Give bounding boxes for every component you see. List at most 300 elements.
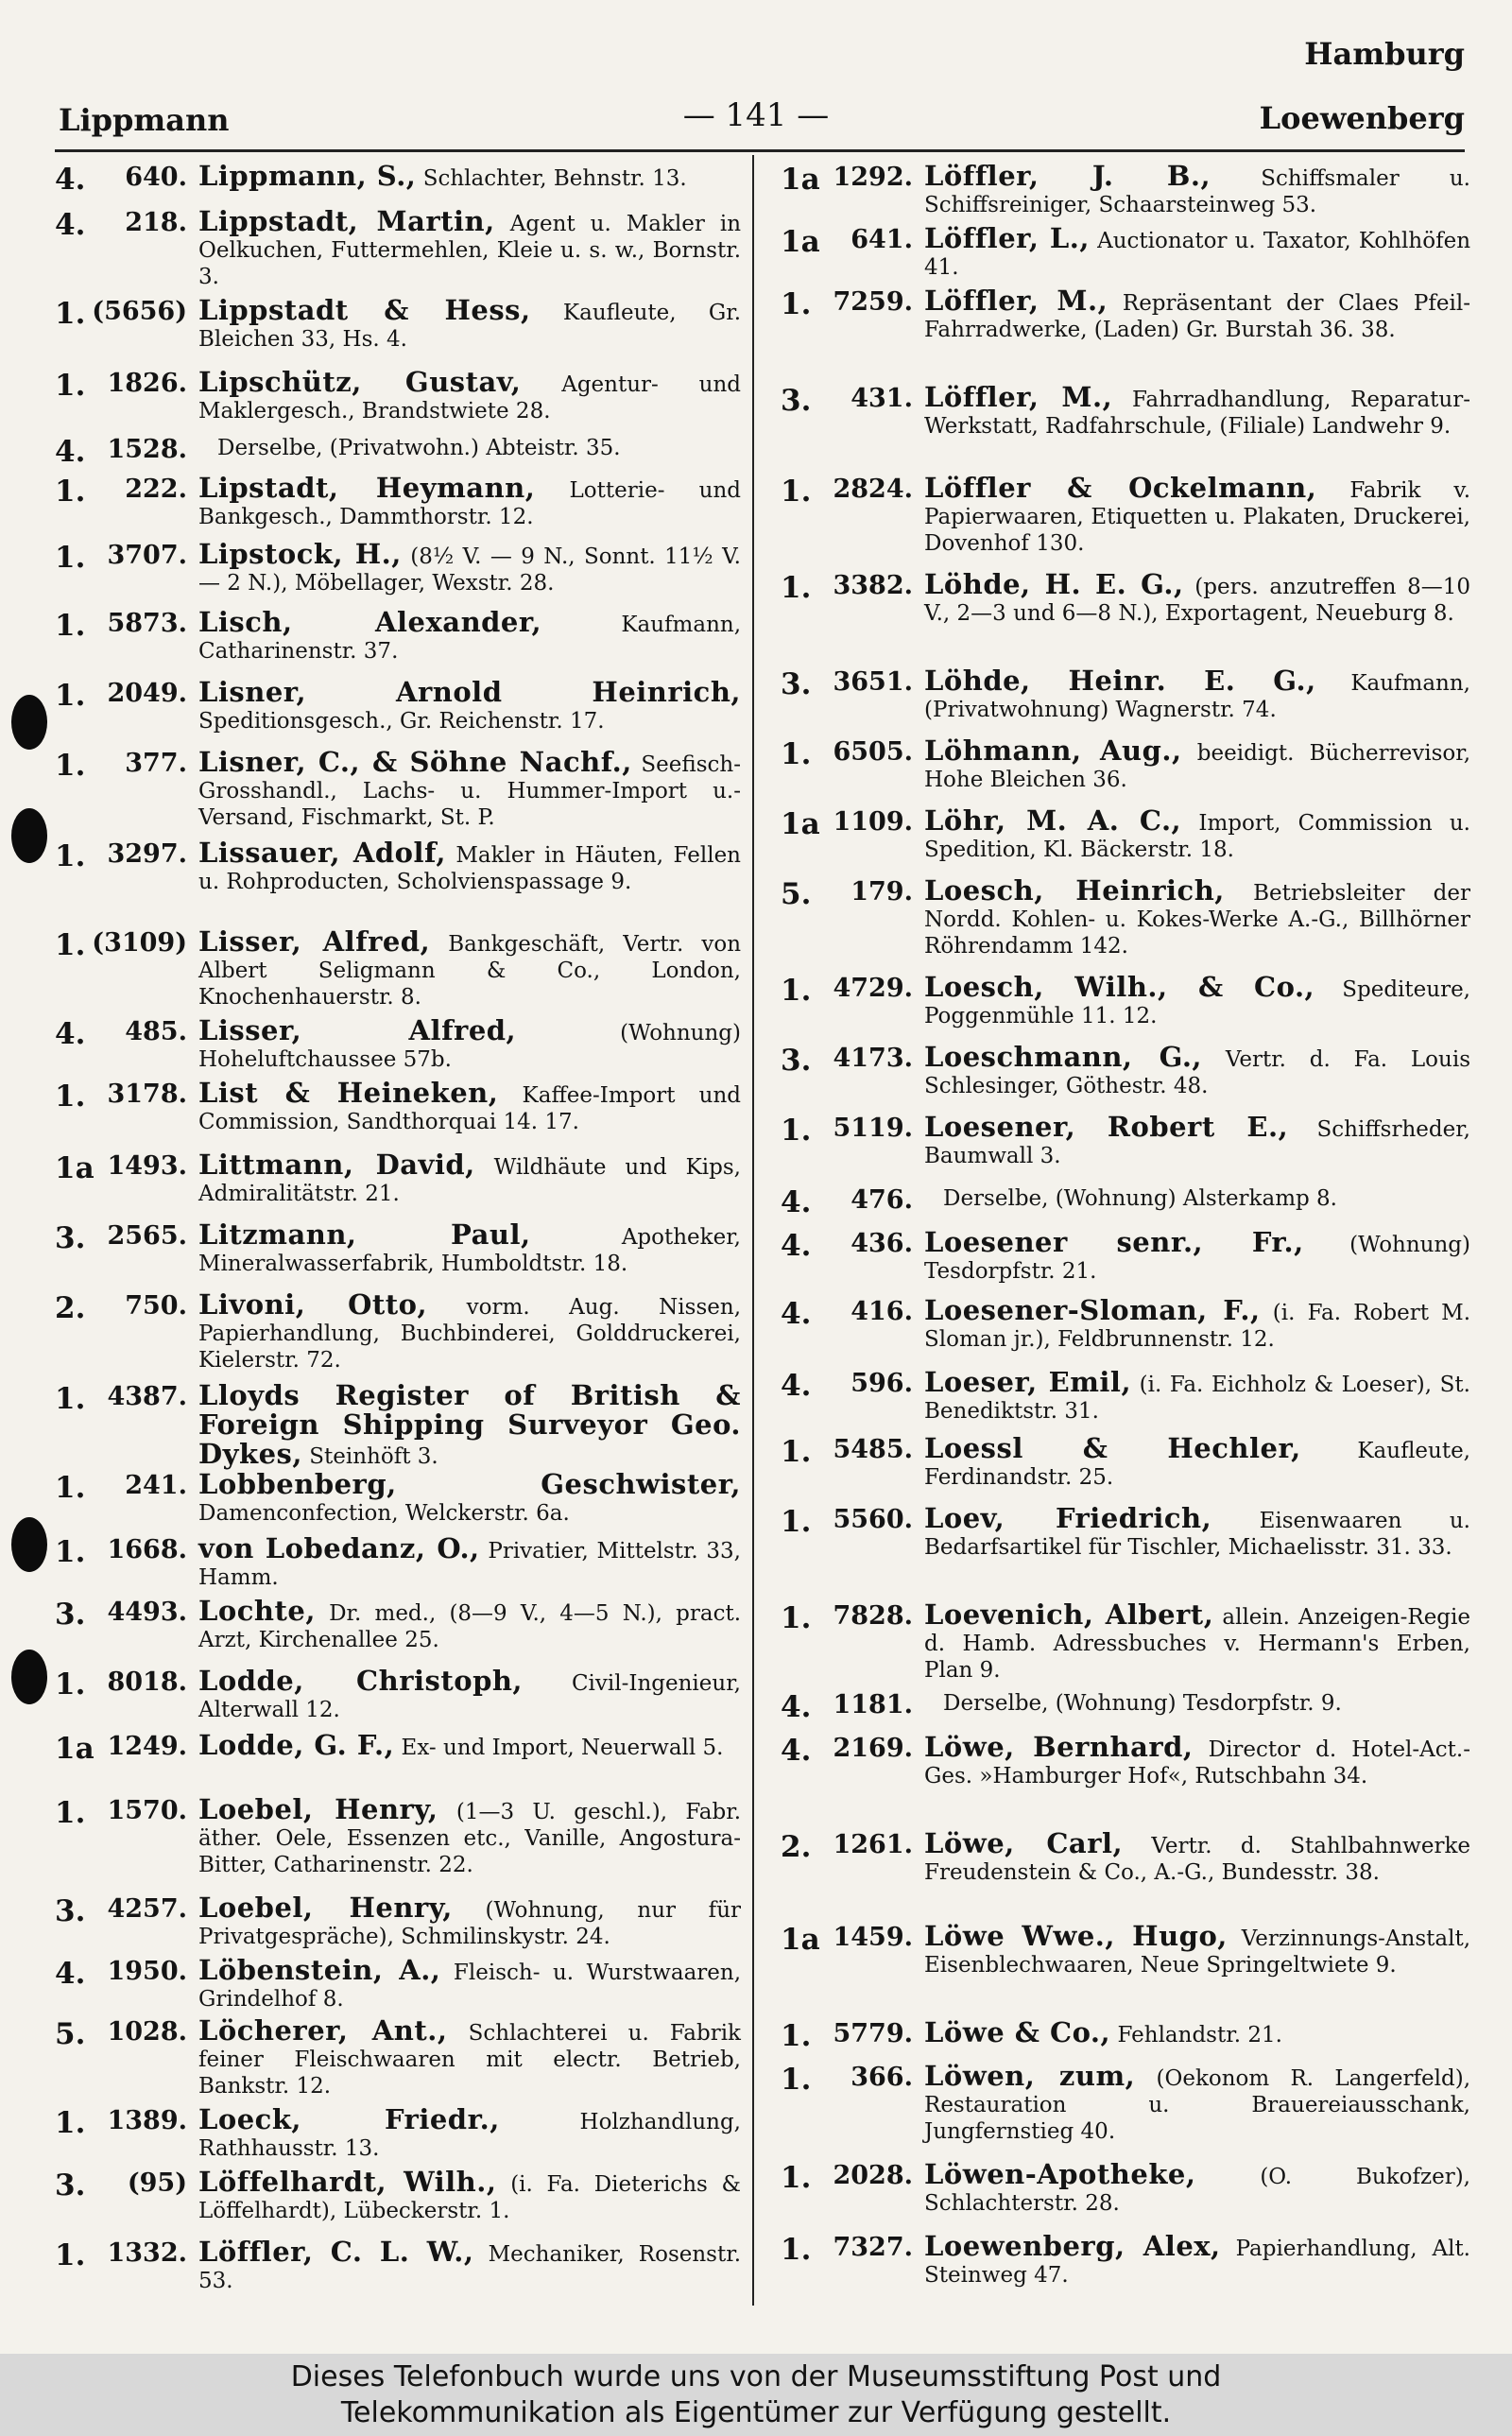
subscriber-details: (O. Bukofzer), Schlachterstr. 28. — [924, 2165, 1470, 2216]
entry-text — [198, 1729, 741, 1761]
directory-entry — [781, 222, 1471, 281]
subscriber-name: Löwe, Carl, — [924, 1827, 1124, 1859]
phone-number — [55, 1471, 198, 1505]
subscriber-name: Löhde, H. E. G., — [924, 568, 1184, 600]
entry-text — [924, 734, 1470, 793]
line-number: 5119. — [833, 1114, 913, 1143]
subscriber-name: Lobbenberg, Geschwister, — [198, 1468, 741, 1500]
subscriber-details: Kaufleute, Gr. Bleichen 33, Hs. 4. — [198, 301, 742, 352]
subscriber-name: Loeck, Friedr., — [198, 2103, 500, 2135]
exchange-office: 1. — [781, 571, 812, 605]
exchange-office: 1. — [55, 369, 86, 403]
directory-entry — [781, 381, 1470, 440]
entry-text — [198, 1218, 741, 1277]
phone-number — [781, 1369, 924, 1403]
entry-text — [924, 472, 1471, 557]
entry-text — [198, 2103, 741, 2162]
subscriber-details: Papierhandlung, Alt. Steinweg 47. — [924, 2237, 1470, 2288]
line-number: (5656) — [92, 297, 187, 326]
directory-entry — [781, 1226, 1471, 1285]
right-headword: Loewenberg — [1259, 100, 1465, 136]
subscriber-name: Löffler, M., — [924, 381, 1113, 413]
exchange-office: 4. — [55, 435, 86, 469]
subscriber-name: Loesch, Wilh., & Co., — [924, 971, 1315, 1003]
subscriber-details: Schlachterei u. Fabrik feiner Fleischwaaren mit electr. Betrieb, Bankstr. 12. — [198, 2021, 741, 2099]
ink-blot — [11, 808, 47, 863]
subscriber-details: Lotterie- und Bankgesch., Dammthorstr. 12. — [198, 478, 741, 529]
subscriber-name: Lissauer, Adolf, — [198, 837, 446, 869]
subscriber-details: (Wohnung) Hoheluftchaussee 57b. — [198, 1021, 742, 1072]
line-number: 485. — [125, 1017, 187, 1046]
subscriber-details: Kaufmann, (Privatwohnung) Wagnerstr. 74. — [924, 671, 1470, 722]
exchange-office: 1. — [55, 1535, 86, 1569]
phone-number — [781, 2161, 924, 2195]
phone-number — [55, 369, 198, 403]
line-number: 2824. — [833, 475, 913, 504]
directory-entry — [781, 1827, 1470, 1886]
entry-text — [198, 1151, 741, 1207]
entry-text — [198, 1288, 741, 1373]
entry-text — [198, 1532, 741, 1591]
exchange-office: 4. — [781, 1185, 812, 1219]
phone-number — [781, 974, 924, 1008]
line-number: 3297. — [107, 839, 187, 869]
directory-entry — [55, 1014, 742, 1073]
line-number: 2565. — [107, 1221, 187, 1251]
directory-entry — [55, 2168, 741, 2224]
subscriber-details: Apotheker, Mineralwasserfabrik, Humboldtstr. 18. — [198, 1225, 741, 1276]
exchange-office: 4. — [781, 1229, 812, 1263]
subscriber-name: Livoni, Otto, — [198, 1288, 428, 1321]
entry-text — [198, 1468, 741, 1527]
line-number: 436. — [850, 1229, 913, 1258]
subscriber-details: Fabrik v. Papierwaaren, Etiquetten u. Plakaten, Druckerei, Dovenhof 130. — [924, 478, 1471, 556]
exchange-office: 2. — [55, 1291, 86, 1325]
exchange-office: 5. — [781, 877, 812, 911]
directory-entry — [781, 667, 1470, 723]
phone-number — [781, 1505, 924, 1539]
directory-entry — [55, 205, 742, 290]
entry-text — [198, 606, 742, 665]
subscriber-details: Derselbe, (Wohnung) Tesdorpfstr. 9. — [943, 1691, 1342, 1716]
subscriber-name: Loebel, Henry, — [198, 1793, 438, 1825]
line-number: 5485. — [833, 1435, 913, 1464]
subscriber-name: Loesener, Robert E., — [924, 1111, 1289, 1143]
directory-entry — [781, 874, 1471, 959]
entry-text — [924, 804, 1470, 863]
footer-line-1: Dieses Telefonbuch wurde uns von der Museumsstiftung Post und — [290, 2360, 1222, 2393]
phone-number — [781, 163, 924, 197]
subscriber-name: Lloyds Register of British & Foreign Shipping Surveyor Geo. Dykes, — [198, 1379, 741, 1470]
phone-number — [781, 1044, 924, 1078]
directory-entry — [55, 366, 741, 424]
subscriber-name: Loevenich, Albert, — [924, 1598, 1214, 1631]
ink-blot — [11, 1517, 47, 1572]
directory-entry — [781, 1185, 1470, 1219]
subscriber-name: Loesener senr., Fr., — [924, 1226, 1304, 1258]
subscriber-details: Derselbe, (Wohnung) Alsterkamp 8. — [943, 1186, 1337, 1211]
phone-number — [55, 541, 198, 575]
exchange-office: 1a — [781, 163, 820, 197]
subscriber-details: (1—3 U. geschl.), Fabr. äther. Oele, Essenzen etc., Vanille, Angostura-Bitter, Catharinenstr. 22. — [198, 1800, 742, 1877]
subscriber-name: Löwe & Co., — [924, 2016, 1111, 2048]
subscriber-details: Holzhandlung, Rathhausstr. 13. — [198, 2110, 741, 2161]
line-number: 366. — [850, 2063, 913, 2092]
page-number: — 141 — — [682, 96, 830, 134]
subscriber-name: Lipstadt, Heymann, — [198, 472, 536, 504]
subscriber-name: Löcherer, Ant., — [198, 2014, 448, 2047]
subscriber-details: Verzinnungs-Anstalt, Eisenblechwaaren, Neue Springeltwiete 9. — [924, 1926, 1471, 1978]
exchange-office: 4. — [55, 208, 86, 242]
entry-text — [924, 1690, 1470, 1717]
exchange-office: 3. — [781, 667, 812, 701]
line-number: 4173. — [833, 1044, 913, 1073]
phone-number — [781, 475, 924, 509]
subscriber-details: Betriebsleiter der Nordd. Kohlen- u. Kokes-Werke A.-G., Billhörner Röhrendamm 142. — [924, 881, 1471, 959]
entry-text — [198, 1954, 742, 2013]
line-number: 6505. — [833, 737, 913, 767]
subscriber-name: Löwen-Apotheke, — [924, 2158, 1196, 2190]
entry-text — [198, 160, 741, 192]
phone-number — [55, 1151, 198, 1185]
subscriber-name: Löhmann, Aug., — [924, 734, 1182, 767]
directory-entry — [55, 1468, 741, 1527]
line-number: 7259. — [833, 287, 913, 317]
phone-number — [781, 1297, 924, 1331]
subscriber-name: Lippstadt & Hess, — [198, 294, 531, 326]
phone-number — [55, 1291, 198, 1325]
directory-entry — [781, 971, 1470, 1029]
subscriber-details: Schlachter, Behnstr. 13. — [422, 166, 687, 191]
line-number: 1528. — [107, 435, 187, 464]
phone-number — [781, 2233, 924, 2267]
phone-number — [55, 1080, 198, 1114]
exchange-office: 3. — [781, 1044, 812, 1078]
subscriber-name: Litzmann, Paul, — [198, 1218, 531, 1251]
line-number: 1332. — [107, 2238, 187, 2268]
directory-entry — [55, 294, 742, 353]
subscriber-name: Loeschmann, G., — [924, 1041, 1203, 1073]
subscriber-details: (Wohnung) Tesdorpfstr. 21. — [924, 1233, 1471, 1284]
line-number: 1950. — [107, 1957, 187, 1986]
subscriber-details: vorm. Aug. Nissen, Papierhandlung, Buchbinderei, Golddruckerei, Kielerstr. 72. — [198, 1295, 741, 1373]
exchange-office: 1. — [55, 609, 86, 643]
phone-number — [55, 208, 198, 242]
exchange-office: 1. — [781, 737, 812, 771]
entry-text — [198, 839, 741, 895]
exchange-office: 1. — [55, 839, 86, 873]
subscriber-details: Steinhöft 3. — [309, 1444, 438, 1469]
column-divider — [752, 155, 754, 2306]
entry-text — [198, 472, 741, 530]
phone-number — [781, 737, 924, 771]
subscriber-details: (i. Fa. Eichholz & Loeser), St. Benediktstr. 31. — [924, 1373, 1470, 1424]
left-headword: Lippmann — [59, 102, 230, 138]
subscriber-details: Schiffsrheder, Baumwall 3. — [924, 1117, 1470, 1168]
line-number: 2028. — [833, 2161, 913, 2190]
subscriber-name: Lisch, Alexander, — [198, 606, 542, 638]
line-number: 222. — [125, 475, 187, 504]
line-number: 416. — [850, 1297, 913, 1326]
entry-text — [924, 1502, 1470, 1561]
subscriber-details: Mechaniker, Rosenstr. 53. — [198, 2242, 741, 2293]
directory-entry — [55, 1729, 741, 1766]
entry-text — [198, 538, 741, 596]
directory-entry — [781, 2060, 1471, 2145]
directory-entry — [55, 2014, 741, 2099]
phone-number — [55, 2017, 198, 2051]
subscriber-name: Löwe, Bernhard, — [924, 1731, 1194, 1763]
subscriber-details: (8½ V. — 9 N., Sonnt. 11½ V. — 2 N.), Möbellager, Wexstr. 28. — [198, 544, 741, 596]
directory-entry — [781, 472, 1471, 557]
directory-entry — [55, 1954, 742, 2013]
subscriber-name: Lodde, G. F., — [198, 1729, 395, 1761]
directory-entry — [55, 1218, 741, 1277]
entry-text — [198, 1379, 741, 1470]
subscriber-details: Kaufmann, Catharinenstr. 37. — [198, 613, 742, 664]
phone-number — [781, 287, 924, 321]
subscriber-details: Wildhäute und Kips, Admiralitätstr. 21. — [198, 1155, 741, 1206]
line-number: 1570. — [107, 1796, 187, 1825]
line-number: 1249. — [107, 1732, 187, 1761]
directory-entry — [55, 746, 741, 831]
line-number: 641. — [850, 225, 913, 254]
line-number: 1389. — [107, 2106, 187, 2135]
directory-entry — [781, 1111, 1470, 1169]
directory-entry — [55, 160, 741, 197]
entry-text — [924, 160, 1470, 218]
line-number: 1261. — [833, 1830, 913, 1859]
subscriber-details: Agent u. Makler in Oelkuchen, Futtermehlen, Kleie u. s. w., Bornstr. 3. — [198, 212, 742, 289]
subscriber-name: Loewenberg, Alex, — [924, 2230, 1221, 2262]
entry-text — [924, 1294, 1471, 1353]
subscriber-name: Löffelhardt, Wilh., — [198, 2166, 497, 2198]
directory-entry — [781, 1502, 1470, 1561]
phone-number — [55, 2168, 198, 2203]
exchange-office: 1a — [55, 1732, 94, 1766]
subscriber-name: Loessl & Hechler, — [924, 1432, 1301, 1464]
exchange-office: 2. — [781, 1830, 812, 1864]
subscriber-details: Eisenwaaren u. Bedarfsartikel für Tischler, Michaelisstr. 31. 33. — [924, 1509, 1470, 1560]
subscriber-name: Löwe Wwe., Hugo, — [924, 1920, 1228, 1952]
exchange-office: 1. — [55, 475, 86, 509]
directory-entry — [781, 804, 1470, 863]
line-number: 179. — [850, 877, 913, 907]
subscriber-name: List & Heineken, — [198, 1077, 499, 1109]
exchange-office: 1. — [781, 1114, 812, 1148]
subscriber-name: Lisner, C., & Söhne Nachf., — [198, 746, 632, 778]
exchange-office: 1. — [55, 1667, 86, 1702]
exchange-office: 1. — [55, 2238, 86, 2272]
directory-entry — [781, 287, 1470, 343]
exchange-office: 1a — [781, 807, 820, 841]
subscriber-details: Kaffee-Import und Commission, Sandthorquai 14. 17. — [198, 1083, 742, 1134]
exchange-office: 4. — [55, 1017, 86, 1051]
subscriber-details: Auctionator u. Taxator, Kohlhöfen 41. — [924, 229, 1471, 280]
city-heading: Hamburg — [1304, 36, 1465, 72]
subscriber-name: Löffler, L., — [924, 222, 1090, 254]
subscriber-name: Lippmann, S., — [198, 160, 417, 192]
subscriber-details: Spediteure, Poggenmühle 11. 12. — [924, 977, 1470, 1028]
entry-text — [198, 1077, 742, 1135]
entry-text — [924, 1432, 1470, 1491]
subscriber-details: Director d. Hotel-Act.-Ges. »Hamburger Hof«, Rutschbahn 34. — [924, 1737, 1470, 1788]
subscriber-name: Löbenstein, A., — [198, 1954, 441, 1986]
subscriber-details: Damenconfection, Welckerstr. 6a. — [198, 1501, 570, 1526]
line-number: 1493. — [107, 1151, 187, 1181]
subscriber-name: Loesener-Sloman, F., — [924, 1294, 1261, 1326]
entry-text — [924, 874, 1471, 959]
subscriber-details: allein. Anzeigen-Regie d. Hamb. Adressbuches v. Hermann's Erben, Plan 9. — [924, 1605, 1471, 1683]
subscriber-name: Littmann, David, — [198, 1149, 475, 1181]
exchange-office: 1. — [781, 2063, 812, 2097]
subscriber-name: Lippstadt, Martin, — [198, 205, 495, 237]
subscriber-details: (pers. anzutreffen 8—10 V., 2—3 und 6—8 N.), Exportagent, Neueburg 8. — [924, 575, 1470, 626]
line-number: 1109. — [833, 807, 913, 837]
phone-number — [781, 1185, 924, 1219]
phone-number — [781, 807, 924, 841]
directory-entry — [55, 2238, 741, 2294]
entry-text — [924, 2230, 1470, 2289]
exchange-office: 4. — [781, 1297, 812, 1331]
entry-text — [198, 2238, 741, 2294]
directory-entry — [55, 1379, 741, 1470]
line-number: 218. — [125, 208, 187, 237]
entry-text — [924, 1731, 1470, 1789]
directory-entry — [781, 160, 1470, 218]
entry-text — [924, 1920, 1471, 1978]
phone-number — [55, 1796, 198, 1830]
exchange-office: 1. — [781, 1601, 812, 1635]
line-number: (3109) — [92, 928, 187, 958]
phone-number — [55, 163, 198, 197]
subscriber-details: Vertr. d. Stahlbahnwerke Freudenstein & Co., A.-G., Bundesstr. 38. — [924, 1834, 1470, 1885]
directory-entry — [781, 1690, 1470, 1724]
phone-number — [55, 475, 198, 509]
phone-number — [781, 1435, 924, 1469]
subscriber-details: Civil-Ingenieur, Alterwall 12. — [198, 1671, 741, 1722]
entry-text — [924, 1226, 1471, 1285]
entry-text — [924, 1598, 1471, 1684]
phone-number — [55, 2106, 198, 2140]
subscriber-details: Speditionsgesch., Gr. Reichenstr. 17. — [198, 709, 605, 734]
directory-entry — [781, 1598, 1471, 1684]
line-number: 241. — [125, 1471, 187, 1500]
directory-entry — [55, 538, 741, 596]
exchange-office: 4. — [55, 1957, 86, 1991]
subscriber-name: Löwen, zum, — [924, 2060, 1136, 2092]
exchange-office: 1. — [55, 2106, 86, 2140]
directory-entry — [781, 1432, 1470, 1491]
exchange-office: 1. — [55, 541, 86, 575]
subscriber-details: (i. Fa. Dieterichs & Löffelhardt), Lübeckerstr. 1. — [198, 2172, 742, 2223]
subscriber-name: Löffler, M., — [924, 285, 1108, 317]
entry-text — [198, 294, 742, 353]
subscriber-details: Repräsentant der Claes Pfeil-Fahrradwerke, (Laden) Gr. Burstah 36. 38. — [924, 291, 1471, 342]
subscriber-name: Löhde, Heinr. E. G., — [924, 665, 1316, 697]
phone-number — [55, 1667, 198, 1702]
phone-number — [55, 297, 198, 331]
entry-text — [924, 222, 1471, 281]
directory-entry — [55, 1793, 742, 1878]
entry-text — [198, 1894, 741, 1950]
directory-entry — [55, 1595, 742, 1653]
subscriber-name: Loeser, Emil, — [924, 1366, 1132, 1398]
line-number: 1668. — [107, 1535, 187, 1564]
directory-entry — [55, 1288, 741, 1373]
exchange-office: 1a — [781, 1923, 820, 1957]
subscriber-name: Lipstock, H., — [198, 538, 402, 570]
phone-number — [55, 679, 198, 713]
subscriber-details: Derselbe, (Privatwohn.) Abteistr. 35. — [217, 436, 621, 460]
exchange-office: 4. — [55, 163, 86, 197]
subscriber-details: Makler in Häuten, Fellen u. Rohproducten, Scholvienspassage 9. — [198, 843, 741, 894]
phone-number — [55, 1221, 198, 1255]
exchange-office: 1a — [55, 1151, 94, 1185]
phone-number — [55, 749, 198, 783]
directory-entry — [781, 1366, 1470, 1425]
directory-entry — [781, 1041, 1471, 1099]
subscriber-details: (Wohnung, nur für Privatgespräche), Schmilinskystr. 24. — [198, 1898, 742, 1949]
exchange-office: 1. — [781, 475, 812, 509]
entry-text — [198, 205, 742, 290]
subscriber-name: Lochte, — [198, 1595, 316, 1627]
entry-text — [924, 1185, 1470, 1212]
subscriber-details: Bankgeschäft, Vertr. von Albert Seligmann & Co., London, Knochenhauerstr. 8. — [198, 932, 742, 1010]
phone-number — [55, 1017, 198, 1051]
entry-text — [198, 435, 741, 461]
phone-number — [55, 928, 198, 962]
exchange-office: 1. — [55, 928, 86, 962]
line-number: 5873. — [107, 609, 187, 638]
line-number: 596. — [850, 1369, 913, 1398]
directory-entry — [781, 2016, 1470, 2053]
entry-text — [198, 1793, 742, 1878]
subscriber-name: Loebel, Henry, — [198, 1892, 453, 1924]
entry-text — [924, 1366, 1470, 1425]
directory-entry — [781, 568, 1470, 627]
directory-entry — [55, 472, 741, 530]
entry-text — [924, 2016, 1470, 2048]
directory-entry — [781, 2158, 1470, 2217]
entry-text — [924, 287, 1470, 343]
entry-text — [924, 381, 1470, 440]
entry-text — [924, 971, 1470, 1029]
subscriber-details: Seefisch-Grosshandl., Lachs- u. Hummer-Import u.-Versand, Fischmarkt, St. P. — [198, 752, 741, 830]
subscriber-details: (Oekonom R. Langerfeld), Restauration u. Brauereiausschank, Jungfernstieg 40. — [924, 2066, 1471, 2144]
subscriber-details: Agentur- und Maklergesch., Brandstwiete 28. — [198, 372, 741, 423]
line-number: 1292. — [833, 163, 913, 192]
header-rule — [55, 149, 1465, 152]
subscriber-name: Lipschütz, Gustav, — [198, 366, 522, 398]
phone-number — [55, 1535, 198, 1569]
phone-number — [55, 2238, 198, 2272]
line-number: 476. — [850, 1185, 913, 1215]
exchange-office: 3. — [55, 1221, 86, 1255]
subscriber-details: Kaufleute, Ferdinandstr. 25. — [924, 1439, 1470, 1490]
directory-entry — [55, 925, 742, 1011]
phone-number — [781, 667, 924, 701]
entry-text — [924, 1041, 1471, 1099]
phone-number — [781, 1830, 924, 1864]
directory-entry — [781, 1731, 1470, 1789]
directory-entry — [781, 734, 1470, 793]
line-number: 431. — [850, 384, 913, 413]
subscriber-details: Fahrradhandlung, Reparatur-Werkstatt, Radfahrschule, (Filiale) Landwehr 9. — [924, 388, 1470, 439]
subscriber-name: Löhr, M. A. C., — [924, 804, 1182, 837]
subscriber-name: Löffler & Ockelmann, — [924, 472, 1317, 504]
line-number: 377. — [125, 749, 187, 778]
